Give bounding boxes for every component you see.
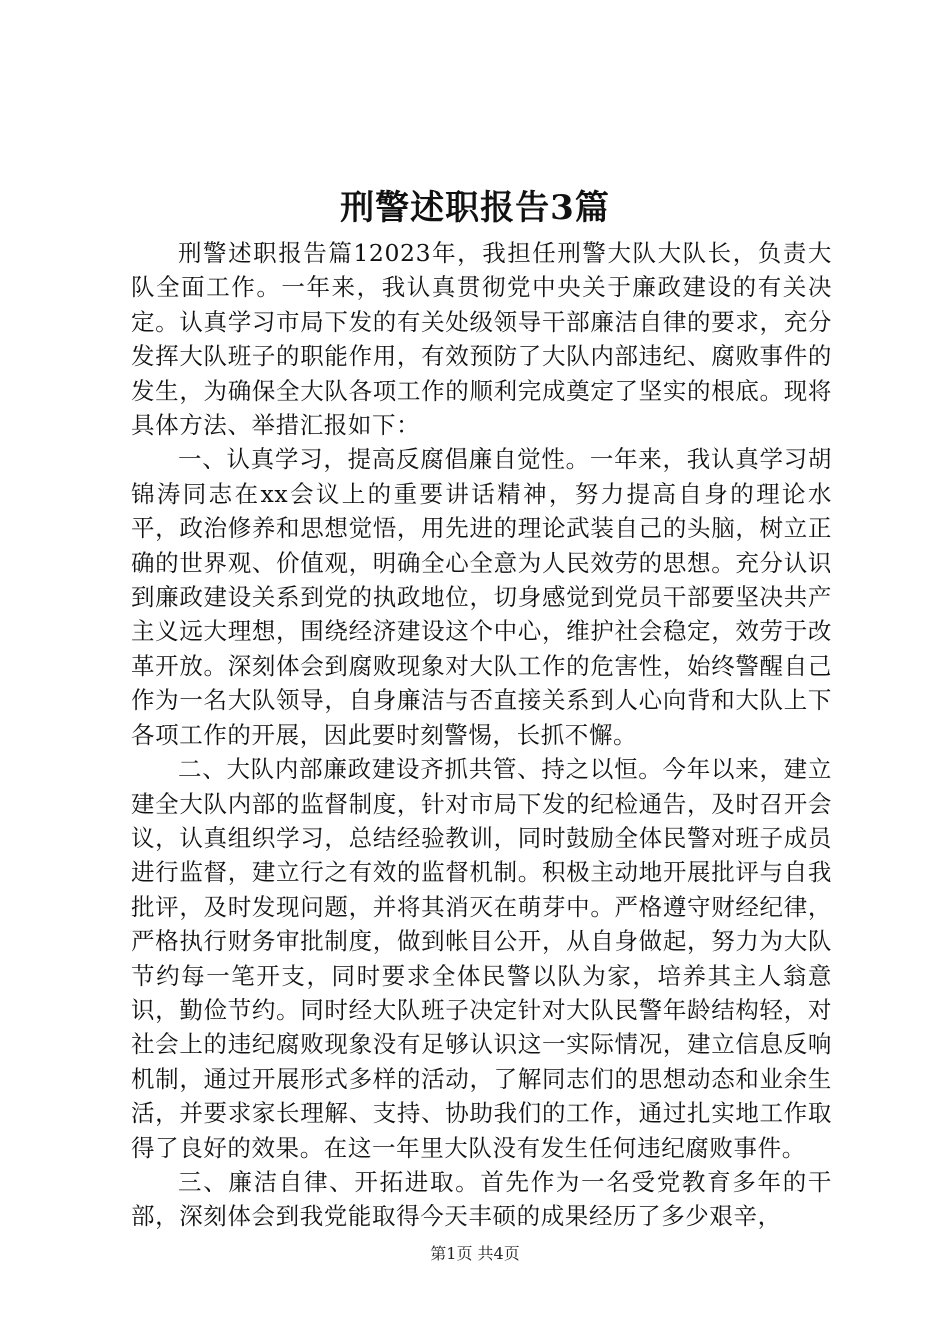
paragraph-section-3: 三、廉洁自律、开拓进取。首先作为一名受党教育多年的干部，深刻体会到我党能取得今天丰硕的成果经历了多少艰辛， xyxy=(131,1167,832,1231)
paragraph-section-1: 一、认真学习，提高反腐倡廉自觉性。一年来，我认真学习胡锦涛同志在xx会议上的重要讲话精神，努力提高自身的理论水平，政治修养和思想觉悟，用先进的理论武装自己的头脑，树立正确的世界观、价值观，明确全心全意为人民效劳的思想。充分认识到廉政建设关系到党的执政地位，切身感觉到党员干部要坚决共产主义远大理想，围绕经济建设这个中心，维护社会稳定，效劳于改革开放。深刻体会到腐败现象对大队工作的危害性，始终警醒自己作为一名大队领导，自身廉洁与否直接关系到人心向背和大队上下各项工作的开展，因此要时刻警惕，长抓不懈。 xyxy=(131,445,832,749)
document-title: 刑警述职报告3篇 xyxy=(340,188,610,228)
paragraph-section-2: 二、大队内部廉政建设齐抓共管、持之以恒。今年以来，建立建全大队内部的监督制度，针对市局下发的纪检通告，及时召开会议，认真组织学习，总结经验教训，同时鼓励全体民警对班子成员进行监督，建立行之有效的监督机制。积极主动地开展批评与自我批评，及时发现问题，并将其消灭在萌芽中。严格遵守财经纪律，严格执行财务审批制度，做到帐目公开，从自身做起，努力为大队节约每一笔开支，同时要求全体民警以队为家，培养其主人翁意识，勤俭节约。同时经大队班子决定针对大队民警年龄结构轻，对社会上的违纪腐败现象没有足够认识这一实际情况，建立信息反响机制，通过开展形式多样的活动，了解同志们的思想动态和业余生活，并要求家长理解、支持、协助我们的工作，通过扎实地工作取得了良好的效果。在这一年里大队没有发生任何违纪腐败事件。 xyxy=(131,755,832,1162)
document-body xyxy=(131,236,832,1234)
page-number-footer: 第1页 共4页 xyxy=(430,1244,520,1263)
paragraph-intro: 刑警述职报告篇12023年，我担任刑警大队大队长，负责大队全面工作。一年来，我认真贯彻党中央关于廉政建设的有关决定。认真学习市局下发的有关处级领导干部廉洁自律的要求，充分发挥大队班子的职能作用，有效预防了大队内部违纪、腐败事件的发生，为确保全大队各项工作的顺利完成奠定了坚实的根底。现将具体方法、举措汇报如下： xyxy=(131,239,832,440)
